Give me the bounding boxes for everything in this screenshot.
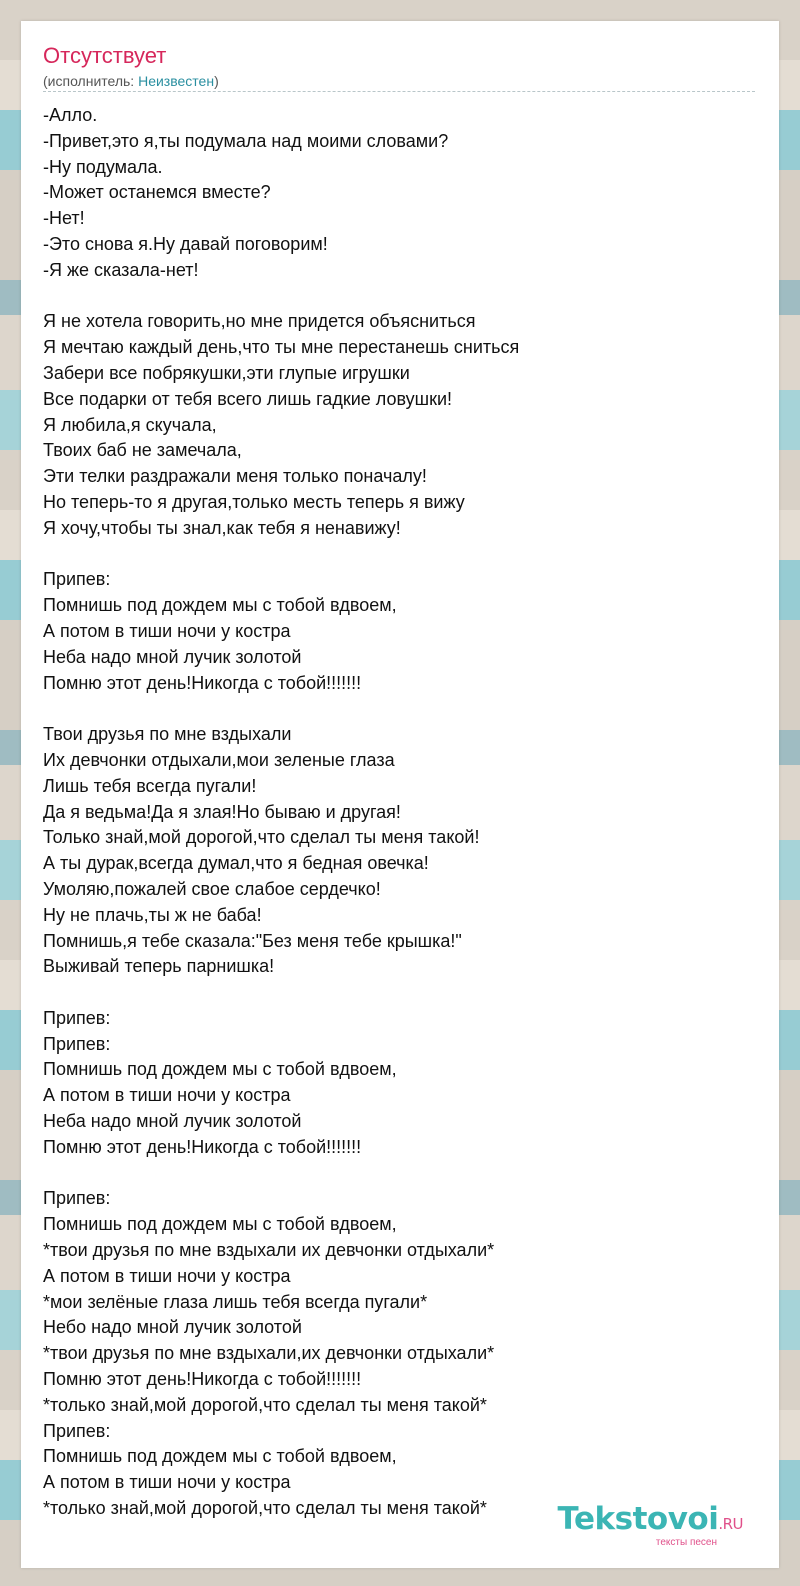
divider [43,91,755,92]
lyric-line: Помню этот день!Никогда с тобой!!!!!!! [43,672,362,693]
lyric-line: *твои друзья по мне вздыхали,их девчонки отдыхали* [43,1343,495,1364]
lyric-line: Неба надо мной лучик золотой [43,1111,302,1132]
lyric-line: -Привет,это я,ты подумала над моими словами? [43,130,449,151]
lyric-line: -Может останемся вместе? [43,182,271,203]
site-logo[interactable] [557,1503,743,1548]
lyric-line: *только знай,мой дорогой,что сделал ты меня такой* [43,1394,487,1415]
lyric-line [43,696,755,722]
lyric-line: Помнишь под дождем мы с тобой вдвоем, [43,595,397,616]
logo-name: Tekstovoi [557,1501,719,1537]
lyric-line: Припев: [43,1188,111,1209]
lyric-line: А потом в тиши ночи у костра [43,1472,291,1493]
lyric-line: Твоих баб не замечала, [43,440,242,461]
lyric-line: Твои друзья по мне вздыхали [43,724,292,745]
artist-suffix: ) [214,73,219,89]
lyric-line: Выживай теперь парнишка! [43,956,275,977]
lyric-line: Помню этот день!Никогда с тобой!!!!!!! [43,1369,362,1390]
lyric-line [43,284,755,310]
lyric-line: Припев: [43,1033,111,1054]
logo-tagline: тексты песен [655,1537,717,1548]
lyric-line: А ты дурак,всегда думал,что я бедная овечка! [43,853,429,874]
lyric-line: Помнишь под дождем мы с тобой вдвоем, [43,1059,397,1080]
lyric-line: Припев: [43,1420,111,1441]
lyric-line: Небо надо мной лучик золотой [43,1317,302,1338]
lyric-line: *мои зелёные глаза лишь тебя всегда пугали* [43,1291,428,1312]
lyric-line: Их девчонки отдыхали,мои зеленые глаза [43,749,395,770]
lyric-line: *только знай,мой дорогой,что сделал ты меня такой* [43,1498,487,1519]
lyric-line [43,542,755,568]
lyric-line: Забери все побрякушки,эти глупые игрушки [43,362,410,383]
lyric-line: Помнишь под дождем мы с тобой вдвоем, [43,1446,397,1467]
lyric-line: -Я же сказала-нет! [43,259,199,280]
logo-domain: .RU [718,1515,743,1533]
lyric-line: А потом в тиши ночи у костра [43,1265,291,1286]
lyric-line: *твои друзья по мне вздыхали их девчонки отдыхали* [43,1240,495,1261]
lyric-line [43,980,755,1006]
lyric-line: -Нет! [43,208,85,229]
lyric-line: Помнишь под дождем мы с тобой вдвоем, [43,1214,397,1235]
lyric-line: -Ну подумала. [43,156,163,177]
lyric-line [43,1161,755,1187]
lyric-line: Ну не плачь,ты ж не баба! [43,904,262,925]
lyrics-text [43,103,755,1522]
lyric-line: Я не хотела говорить,но мне придется объясниться [43,311,476,332]
artist-line [43,72,219,90]
lyric-line: Эти телки раздражали меня только поначалу! [43,466,427,487]
lyric-line: Но теперь-то я другая,только месть теперь я вижу [43,491,465,512]
lyric-line: Да я ведьма!Да я злая!Но бываю и другая! [43,801,401,822]
lyric-line: -Алло. [43,105,98,125]
artist-link[interactable]: Неизвестен [138,73,215,89]
lyric-line: Я хочу,чтобы ты знал,как тебя я ненавижу! [43,517,401,538]
lyric-line: А потом в тиши ночи у костра [43,1085,291,1106]
lyric-line: Лишь тебя всегда пугали! [43,775,257,796]
lyric-line: Помнишь,я тебе сказала:"Без меня тебе крышка!" [43,930,462,951]
lyric-line: Неба надо мной лучик золотой [43,646,302,667]
lyric-line: Помню этот день!Никогда с тобой!!!!!!! [43,1136,362,1157]
lyric-line: Умоляю,пожалей свое слабое сердечко! [43,878,381,899]
lyric-line: Только знай,мой дорогой,что сделал ты меня такой! [43,827,480,848]
lyric-line: Я мечтаю каждый день,что ты мне перестанешь сниться [43,337,520,358]
lyric-line: Я любила,я скучала, [43,414,217,435]
artist-prefix: (исполнитель: [43,73,139,89]
lyric-line: Все подарки от тебя всего лишь гадкие ловушки! [43,388,453,409]
lyrics-card [21,21,779,1568]
lyric-line: -Это снова я.Ну давай поговорим! [43,233,328,254]
lyric-line: А потом в тиши ночи у костра [43,620,291,641]
lyric-line: Припев: [43,569,111,590]
lyric-line: Припев: [43,1007,111,1028]
song-title: Отсутствует [43,43,167,68]
